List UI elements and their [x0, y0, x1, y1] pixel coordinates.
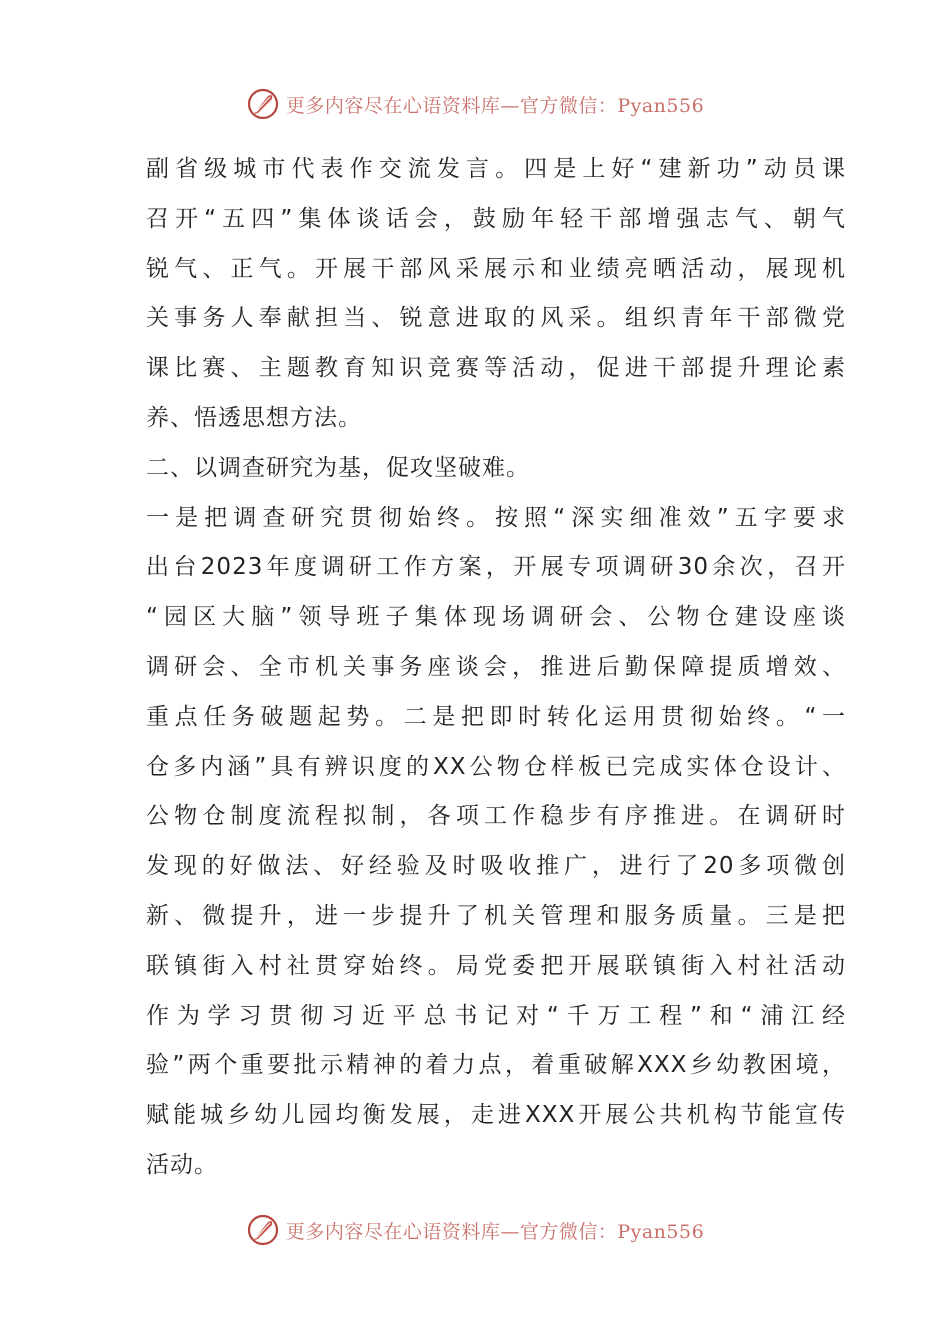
text-line: 调研会、全市机关事务座谈会，推进后勤保障提质增效、 — [146, 653, 846, 680]
text-line: 新、微提升，进一步提升了机关管理和服务质量。三是把 — [146, 902, 846, 929]
footer-banner-text: 更多内容尽在心语资料库—官方微信：Pyan556 — [285, 1220, 705, 1243]
text-line: 活动。 — [146, 1151, 218, 1178]
header-banner-text: 更多内容尽在心语资料库—官方微信：Pyan556 — [285, 94, 705, 117]
footer-banner — [0, 1210, 950, 1250]
text-line: 课比赛、主题教育知识竞赛等活动，促进干部提升理论素 — [146, 355, 846, 382]
quill-logo-icon — [246, 87, 280, 121]
text-line: 发现的好做法、好经验及时吸收推广，进行了20多项微创 — [146, 853, 846, 880]
text-line: 召开“五四”集体谈话会，鼓励年轻干部增强志气、朝气 — [146, 205, 846, 232]
quill-logo-icon — [246, 1213, 280, 1247]
section-heading: 二、以调查研究为基，促攻坚破难。 — [146, 454, 530, 481]
text-line: 关事务人奉献担当、锐意进取的风采。组织青年干部微党 — [146, 305, 846, 332]
text-line: 验”两个重要批示精神的着力点，着重破解XXX乡幼教困境， — [146, 1052, 846, 1079]
text-line: 锐气、正气。开展干部风采展示和业绩亮晒活动，展现机 — [146, 255, 846, 282]
text-line: 出台2023年度调研工作方案，开展专项调研30余次，召开 — [146, 554, 846, 581]
text-line: 一是把调查研究贯彻始终。按照“深实细准效”五字要求 — [146, 504, 846, 531]
text-line: 副省级城市代表作交流发言。四是上好“建新功”动员课 — [146, 156, 846, 182]
text-line: 联镇街入村社贯穿始终。局党委把开展联镇街入村社活动 — [146, 952, 846, 979]
text-line: 重点任务破题起势。二是把即时转化运用贯彻始终。“一 — [146, 703, 846, 730]
text-line: 养、悟透思想方法。 — [146, 404, 362, 431]
document-body — [146, 145, 846, 1191]
text-line: 赋能城乡幼儿园均衡发展，走进XXX开展公共机构节能宣传 — [146, 1102, 846, 1129]
text-line: 作为学习贯彻习近平总书记对“千万工程”和“浦江经 — [146, 1002, 846, 1029]
text-line: 公物仓制度流程拟制，各项工作稳步有序推进。在调研时 — [146, 803, 846, 830]
text-line: “园区大脑”领导班子集体现场调研会、公物仓建设座谈 — [146, 604, 846, 631]
text-line: 仓多内涵”具有辨识度的XX公物仓样板已完成实体仓设计、 — [146, 753, 846, 780]
header-banner — [0, 84, 950, 124]
